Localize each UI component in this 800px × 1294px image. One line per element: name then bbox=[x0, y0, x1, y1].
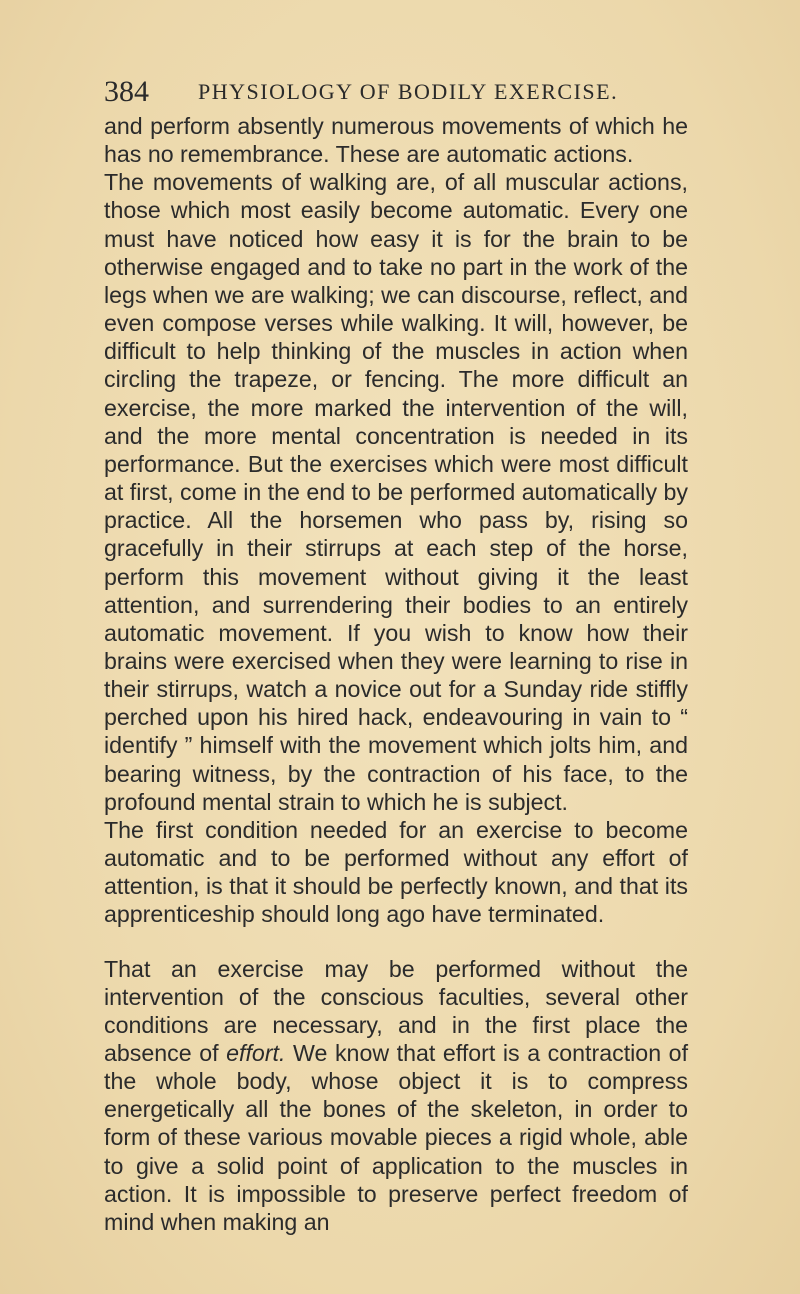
paragraph-effort-text-before: That an exercise may be performed without the intervention of the conscious faculties, several other conditions are necessary, and in the first place the absence of bbox=[104, 955, 688, 1066]
paragraph-first-condition: The first condition needed for an exercise to become automatic and to be performed without any effort of attention, is that it should be perfectly known, and that its apprenticeship should long ago have terminated. bbox=[104, 816, 688, 928]
paragraph-continuation: and perform absently numerous movements of which he has no remembrance. These are automatic actions. bbox=[104, 113, 688, 168]
page-number: 384 bbox=[104, 75, 149, 108]
paragraph-effort bbox=[104, 955, 688, 1237]
body-text bbox=[104, 112, 688, 1236]
emphasis-effort: effort. bbox=[226, 1040, 286, 1066]
running-title: PHYSIOLOGY OF BODILY EXERCISE. bbox=[198, 79, 619, 104]
running-head bbox=[104, 72, 684, 112]
paragraph-walking: The movements of walking are, of all muscular actions, those which most easily become automatic. Every one must have noticed how easy it is for the brain to be otherwise engaged and to take no part in the work of the legs when we are walking; we can discourse, reflect, and even compose verses while walking. It will, however, be difficult to help thinking of the muscles in action when circling the trapeze, or fencing. The more difficult an exercise, the more marked the intervention of the will, and the more mental concentration is needed in its performance. But the exercises which were most difficult at first, come in the end to be performed automatically by practice. All the horsemen who pass by, rising so gracefully in their stirrups at each step of the horse, perform this movement without giving it the least attention, and surrendering their bodies to an entirely automatic movement. If you wish to know how their brains were exercised when they were learning to rise in their stirrups, watch a novice out for a Sunday ride stiffly perched upon his hired hack, endeavouring in vain to “ identify ” himself with the movement which jolts him, and bearing witness, by the contraction of his face, to the profound mental strain to which he is subject. bbox=[104, 169, 688, 815]
paragraph-effort-text-after: We know that effort is a contraction of the whole body, whose object it is to compress energetically all the bones of the skeleton, in order to form of these various movable pieces a rigid whole, able to give a solid point of application to the muscles in action. It is impossible to preserve perfect freedom of mind when making an bbox=[104, 1040, 689, 1235]
